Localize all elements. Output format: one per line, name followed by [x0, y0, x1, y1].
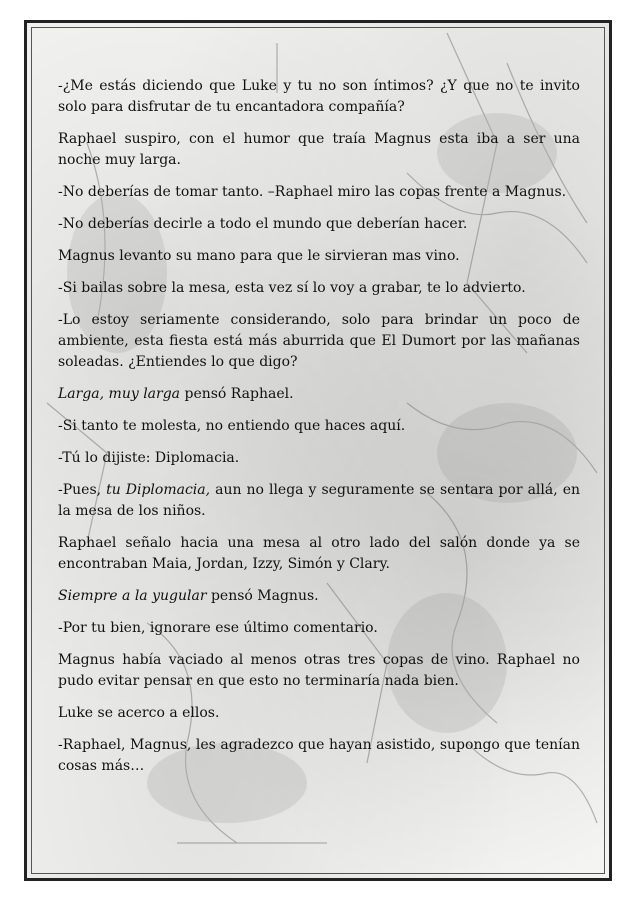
paragraph-text: pensó Magnus. [206, 588, 319, 604]
italic-thought: Siempre a la yugular [58, 588, 207, 604]
paragraph-text: aun no llega y seguramente se sentara por allá, en la mesa de los niños. [58, 482, 580, 519]
paragraph-9: -Si tanto te molesta, no entiendo que haces aquí. [58, 418, 406, 434]
paragraph-16: Luke se acerco a ellos. [58, 705, 220, 721]
italic-thought: Larga, muy larga [58, 386, 181, 402]
paragraph-5: Magnus levanto su mano para que le sirvieran mas vino. [58, 248, 460, 264]
paragraph-2: Raphael suspiro, con el humor que traía Magnus esta iba a ser una noche muy larga. [58, 131, 580, 168]
paragraph-8 [58, 384, 580, 405]
paragraph-11 [58, 480, 580, 522]
paragraph-text: pensó Raphael. [180, 386, 294, 402]
paragraph-text: -Pues, [58, 482, 107, 498]
paragraph-6: -Si bailas sobre la mesa, esta vez sí lo voy a grabar, te lo advierto. [58, 280, 526, 296]
paragraph-7: -Lo estoy seriamente considerando, solo para brindar un poco de ambiente, esta fiesta está más aburrida que El Dumort por las mañanas soleadas. ¿Entiendes lo que digo? [58, 312, 580, 370]
story-text [58, 76, 580, 788]
paragraph-13 [58, 586, 580, 607]
paragraph-4: -No deberías decirle a todo el mundo que deberían hacer. [58, 216, 468, 232]
paragraph-3: -No deberías de tomar tanto. –Raphael miro las copas frente a Magnus. [58, 184, 567, 200]
paragraph-14: -Por tu bien, ignorare ese último comentario. [58, 620, 378, 636]
paragraph-1: -¿Me estás diciendo que Luke y tu no son íntimos? ¿Y que no te invito solo para disfrutar de tu encantadora compañía? [58, 78, 580, 115]
paragraph-10: -Tú lo dijiste: Diplomacia. [58, 450, 240, 466]
italic-emphasis: tu Diplomacia, [106, 482, 211, 498]
paragraph-15: Magnus había vaciado al menos otras tres copas de vino. Raphael no pudo evitar pensar en que esto no terminaría nada bien. [58, 652, 580, 689]
paragraph-12: Raphael señalo hacia una mesa al otro lado del salón donde ya se encontraban Maia, Jordan, Izzy, Simón y Clary. [58, 535, 580, 572]
paragraph-17: -Raphael, Magnus, les agradezco que hayan asistido, supongo que tenían cosas más… [58, 737, 580, 774]
